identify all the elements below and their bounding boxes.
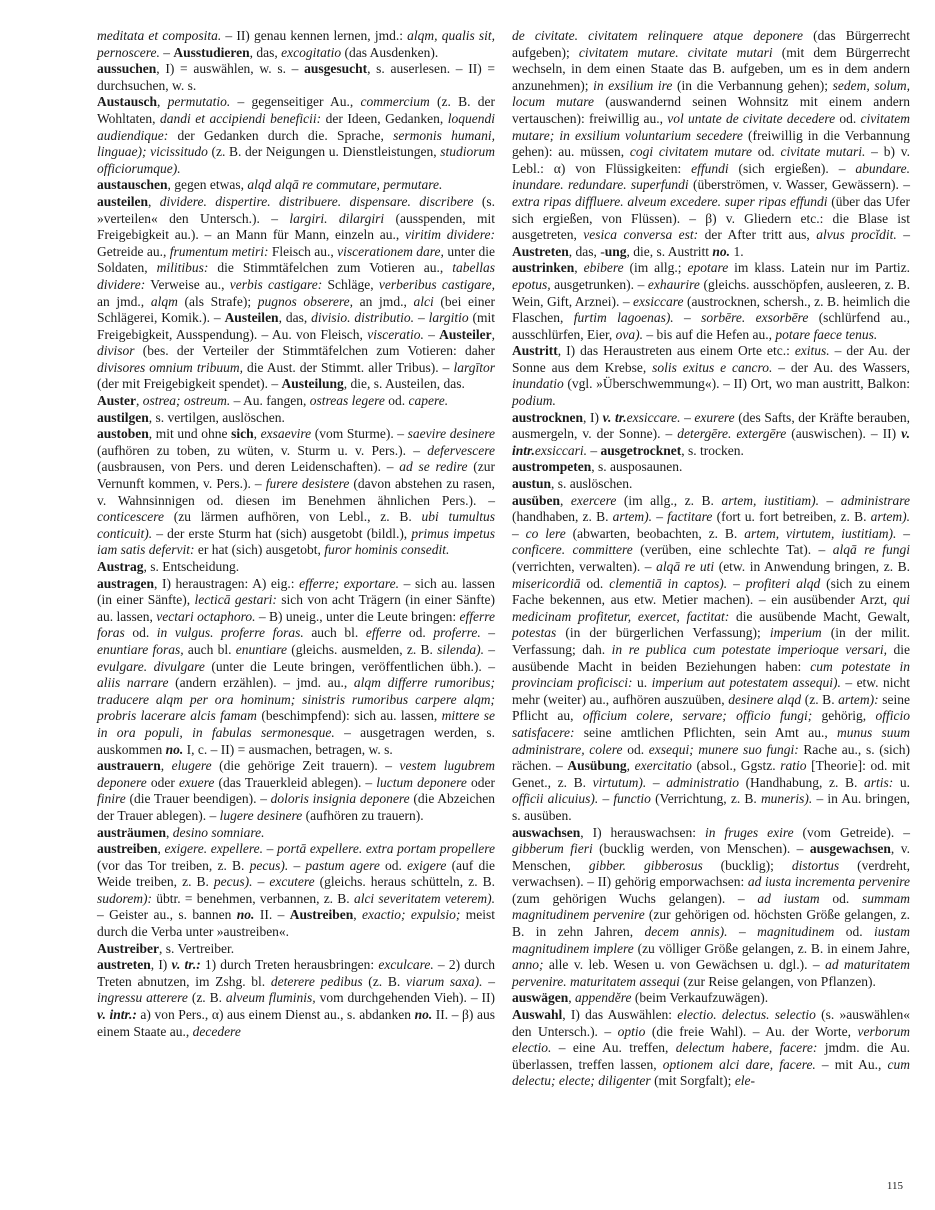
left-column bbox=[97, 28, 495, 1040]
dictionary-entry: austragen, I) heraustragen: A) eig.: efferre; exportare. – sich au. lassen (in einer Sänfte), lecticā gestari: sich von acht Trägern (in einer Sänfte) au. lassen, vectari octaphoro. – B) uneig., unter die Leute bringen: efferre foras od. in vulgus. proferre foras. auch bl. efferre od. proferre. – enuntiare foras, auch bl. enuntiare (gleichs. ausmelden, z. B. silenda). – evulgare. divulgare (unter die Leute bringen, veröffentlichen übh.). – aliis narrare (andern erzählen). – jmd. au., alqm differre rumoribus; traducere alqm per ora hominum; sinistris rumoribus carpere alqm; probris lacerare alcis famam (beschimpfend): sich au. lassen, mittere se in ora populi, in fabulas sermonesque. – ausgetragen werden, s. auskommen no. I, c. – II) = ausmachen, betragen, w. s. bbox=[97, 575, 496, 757]
dictionary-entry: austräumen, desino somniare. bbox=[97, 824, 265, 840]
dictionary-entry: austilgen, s. vertilgen, auslöschen. bbox=[97, 409, 285, 425]
right-column bbox=[512, 28, 910, 1090]
dictionary-entry: Austausch, permutatio. – gegenseitiger Au., commercium (z. B. der Wohltaten, dandi et accipiendi beneficii: der Ideen, Gedanken, loquendi audiendique: der Gedanken durch die. Sprache, sermonis humani, linguae); vicissitudo (z. B. der Neigungen u. Dienstleistungen, studiorum officiorumque). bbox=[97, 94, 496, 176]
dictionary-entry: ausüben, exercere (im allg., z. B. artem, iustitiam). – administrare (handhaben, z. B. artem). – factitare (fort u. fort betreiben, z. B. artem). – co lere (abwarten, beobachten, z. B. artem, virtutem, iustitiam). – conficere. committere (verüben, eine schlechte Tat). – alqā re fungi (verrichten, verwalten). – alqā re uti (etw. in Anwendung bringen, z. B. misericordiā od. clementiā in captos). – profiteri alqd (sich zu einem Fache bekennen, aus etw. Metier machen). – ein ausübender Arzt, qui medicinam profitetur, exercet, factitat: die ausübende Macht, Gewalt, potestas (in der bürgerlichen Verfassung); imperium (in der milit. Verfassung; dah. in re publica cum potestate imperioque versari, die ausübende Macht in beiden Beziehungen haben: cum potestate in provinciam proficisci: u. imperium aut potestatem assequi). – etw. nicht mehr (weiter) au., aufhören auszuüben, desinere alqd (z. B. artem): seine Pflicht au, officium colere, servare; officio fungi; gehörig, officio satisfacere: seine amtlichen Pflichten, sein Amt au., munus suum administrare, colere od. exsequi; munere suo fungi: Rache au., s. (sich) rächen. – Ausübung, exercitatio (absol., Ggstz. ratio [Theorie]: od. mit Genet., z. B. virtutum). – administratio (Handhabung, z. B. artis: u. officii alicuius). – functio (Verrichtung, z. B. muneris). – in Au. bringen, s. ausüben. bbox=[512, 492, 911, 823]
dictionary-entry: aussuchen, I) = auswählen, w. s. – ausgesucht, s. auserlesen. – II) = durchsuchen, w. s. bbox=[97, 61, 495, 93]
dictionary-entry: austrocknen, I) v. tr.exsiccare. – exurere (des Safts, der Kräfte berauben, ausmergeln, v. der Sonne). – detergēre. extergēre (auswischen). – II) v. intr.exsiccari. – ausgetrocknet, s. trocken. bbox=[512, 409, 911, 458]
dictionary-entry: austrinken, ebibere (im allg.; epotare im klass. Latein nur im Partiz. epotus, ausgetrunken). – exhaurire (gleichs. ausschöpfen, ausleeren, z. B. Wein, Gift, Arznei). – exsiccare (austrocknen, schersh., z. B. heimlich die Flaschen, furtim lagoenas). – sorbēre. exsorbēre (schlürfend au., ausschlürfen, Eier, ova). – bis auf die Hefen au., potare faece tenus. bbox=[512, 260, 911, 342]
dictionary-entry: austauschen, gegen etwas, alqd alqā re commutare, permutare. bbox=[97, 177, 443, 193]
dictionary-entry: austrompeten, s. ausposaunen. bbox=[512, 459, 683, 475]
dictionary-entry: meditata et composita. – II) genau kennen lernen, jmd.: alqm, qualis sit, pernoscere. – Ausstudieren, das, excogitatio (das Ausdenken). bbox=[97, 28, 496, 60]
dictionary-entry: auswägen, appendĕre (beim Verkaufzuwägen). bbox=[512, 990, 769, 1006]
dictionary-entry: Austreiber, s. Vertreiber. bbox=[97, 940, 235, 956]
dictionary-entry: auswachsen, I) herauswachsen: in fruges exire (vom Getreide). – gibberum fieri (bucklig werden, von Menschen). – ausgewachsen, v. Menschen, gibber. gibberosus (bucklig); distortus (verdreht, verwachsen). – II) gehörig emporwachsen: ad iusta incrementa pervenire (zum gehörigen Wuchs gelangen). – ad iustam od. summam magnitudinem pervenire (zur gehörigen od. höchsten Größe gelangen, z. B. in zehn Jahren, decem annis). – magnitudinem od. iustam magnitudinem implere (zu völliger Größe gelangen, z. B. in einem Jahre, anno; alle v. leb. Wesen u. von Gewächsen u. dgl.). – ad maturitatem pervenire. maturitatem assequi (zur Reise gelangen, von Pflanzen). bbox=[512, 824, 911, 989]
dictionary-entry: Austritt, I) das Heraustreten aus einem Orte etc.: exitus. – der Au. der Sonne aus dem Krebse, solis exitus e cancro. – der Au. des Wassers, inundatio (vgl. »Überschwemmung«). – II) Ort, wo man austritt, Balkon: podium. bbox=[512, 343, 910, 409]
dictionary-entry: austrauern, elugere (die gehörige Zeit trauern). – vestem lugubrem deponere oder exuere (das Trauerkleid ablegen). – luctum deponere oder finire (die Trauer beendigen). – doloris insignia deponere (die Abzeichen der Trauer ablegen). – lugere desinere (aufhören zu trauern). bbox=[97, 758, 496, 823]
dictionary-entry: Auster, ostrea; ostreum. – Au. fangen, ostreas legere od. capere. bbox=[97, 393, 449, 409]
dictionary-entry: austreten, I) v. tr.: 1) durch Treten herausbringen: exculcare. – 2) durch Treten abnutzen, im Zshg. bl. deterere pedibus (z. B. viarum saxa). – ingressu atterere (z. B. alveum fluminis, vom durchgehenden Vieh). – II) v. intr.: a) von Pers., α) aus einem Dienst au., s. abdanken no. II. – β) aus einem Staate au., decedere bbox=[97, 957, 496, 1039]
dictionary-entry: austeilen, dividere. dispertire. distribuere. dispensare. discribere (s. »verteilen« den Untersch.). – largiri. dilargiri (ausspenden, mit Freigebigkeit au.). – an Mann für Mann, einzeln au., viritim dividere: Getreide au., frumentum metiri: Fleisch au., viscerationem dare, unter die Soldaten, militibus: die Stimmtäfelchen zum Votieren au., tabellas dividere: Verweise au., verbis castigare: Schläge, verberibus castigare, an jmd., alqm (als Strafe); pugnos obserere, an jmd., alci (bei einer Schlägerei, Komik.). – Austeilen, das, divisio. distributio. – largitio (mit Freigebigkeit, Ausspendung). – Au. von Fleisch, visceratio. – Austeiler, divisor (bes. der Verteiler der Stimmtäfelchen zum Votieren: daher divisores omnium tribuum, die Aust. der Stimmt. aller Tribus). – largītor (der mit Freigebigkeit spendet). – Austeilung, die, s. Austeilen, das. bbox=[97, 193, 496, 392]
dictionary-entry: austoben, mit und ohne sich, exsaevire (vom Sturme). – saevire desinere (aufhören zu toben, zu wüten, v. Sturm u. v. Pers.). – defervescere (ausbrausen, von Pers. und deren Leidenschaften). – ad se redire (zur Vernunft kommen, v. Pers.). – furere desistere (davon abstehen zu rasen, v. Wahnsinnigen od. diesen im Benehmen ähnlichen Pers.). – conticescere (zu lärmen aufhören, von Lebl., z. B. ubi tumultus conticuit). – der erste Sturm hat (sich) ausgetobt (bildl.), primus impetus iam satis defervit: er hat (sich) ausgetobt, furor hominis consedit. bbox=[97, 426, 496, 558]
page-number: 115 bbox=[886, 1180, 903, 1192]
dictionary-entry: Auswahl, I) das Auswählen: electio. delectus. selectio (s. »auswählen« den Untersch.). – optio (die freie Wahl). – Au. der Worte, verborum electio. – eine Au. treffen, delectum habere, facere: jmdm. die Au. überlassen, treffen lassen, optionem alci dare, facere. – mit Au., cum delectu; electe; diligenter (mit Sorgfalt); ele- bbox=[512, 1007, 910, 1089]
dictionary-entry: Austrag, s. Entscheidung. bbox=[97, 559, 240, 574]
dictionary-entry: austreiben, exigere. expellere. – portā expellere. extra portam propellere (vor das Tor treiben, z. B. pecus). – pastum agere od. exigere (auf die Weide treiben, z. B. pecus). – excutere (gleichs. heraus schütteln, z. B. sudorem): übtr. = benehmen, verbannen, z. B. alci severitatem veterem). – Geister au., s. bannen no. II. – Austreiben, exactio; expulsio; meist durch die Verba unter »austreiben«. bbox=[97, 841, 496, 940]
dictionary-entry: de civitate. civitatem relinquere atque deponere (das Bürgerrecht aufgeben); civitatem mutare. civitate mutari (mit dem Bürgerrecht wechseln, in dem einen Staate das B. aufgeben, um es in dem andern anzunehmen); in exsilium ire (in die Verbannung gehen); sedem, solum, locum mutare (auswandernd seinen Wohnsitz mit einem andern vertauschen): freiwillig au., vol untate de civitate decedere od. civitatem mutare; in exsilium voluntarium secedere (freiwillig in die Verbannung gehen): au. müssen, cogi civitatem mutare od. civitate mutari. – b) v. Lebl.: α) von Flüssigkeiten: effundi (sich ergießen). – abundare. inundare. redundare. superfundi (überströmen, v. Wasser, Gewässern). – extra ripas diffluere. alveum excedere. super ripas effundi (über das Ufer sich ergießen, von Flüssen). – β) v. Gliedern etc.: die Blase ist ausgetreten, vesica conversa est: der After tritt aus, alvus procĭdit. – Austreten, das, -ung, die, s. Austritt no. 1. bbox=[512, 28, 911, 259]
dictionary-entry: austun, s. auslöschen. bbox=[512, 476, 633, 492]
